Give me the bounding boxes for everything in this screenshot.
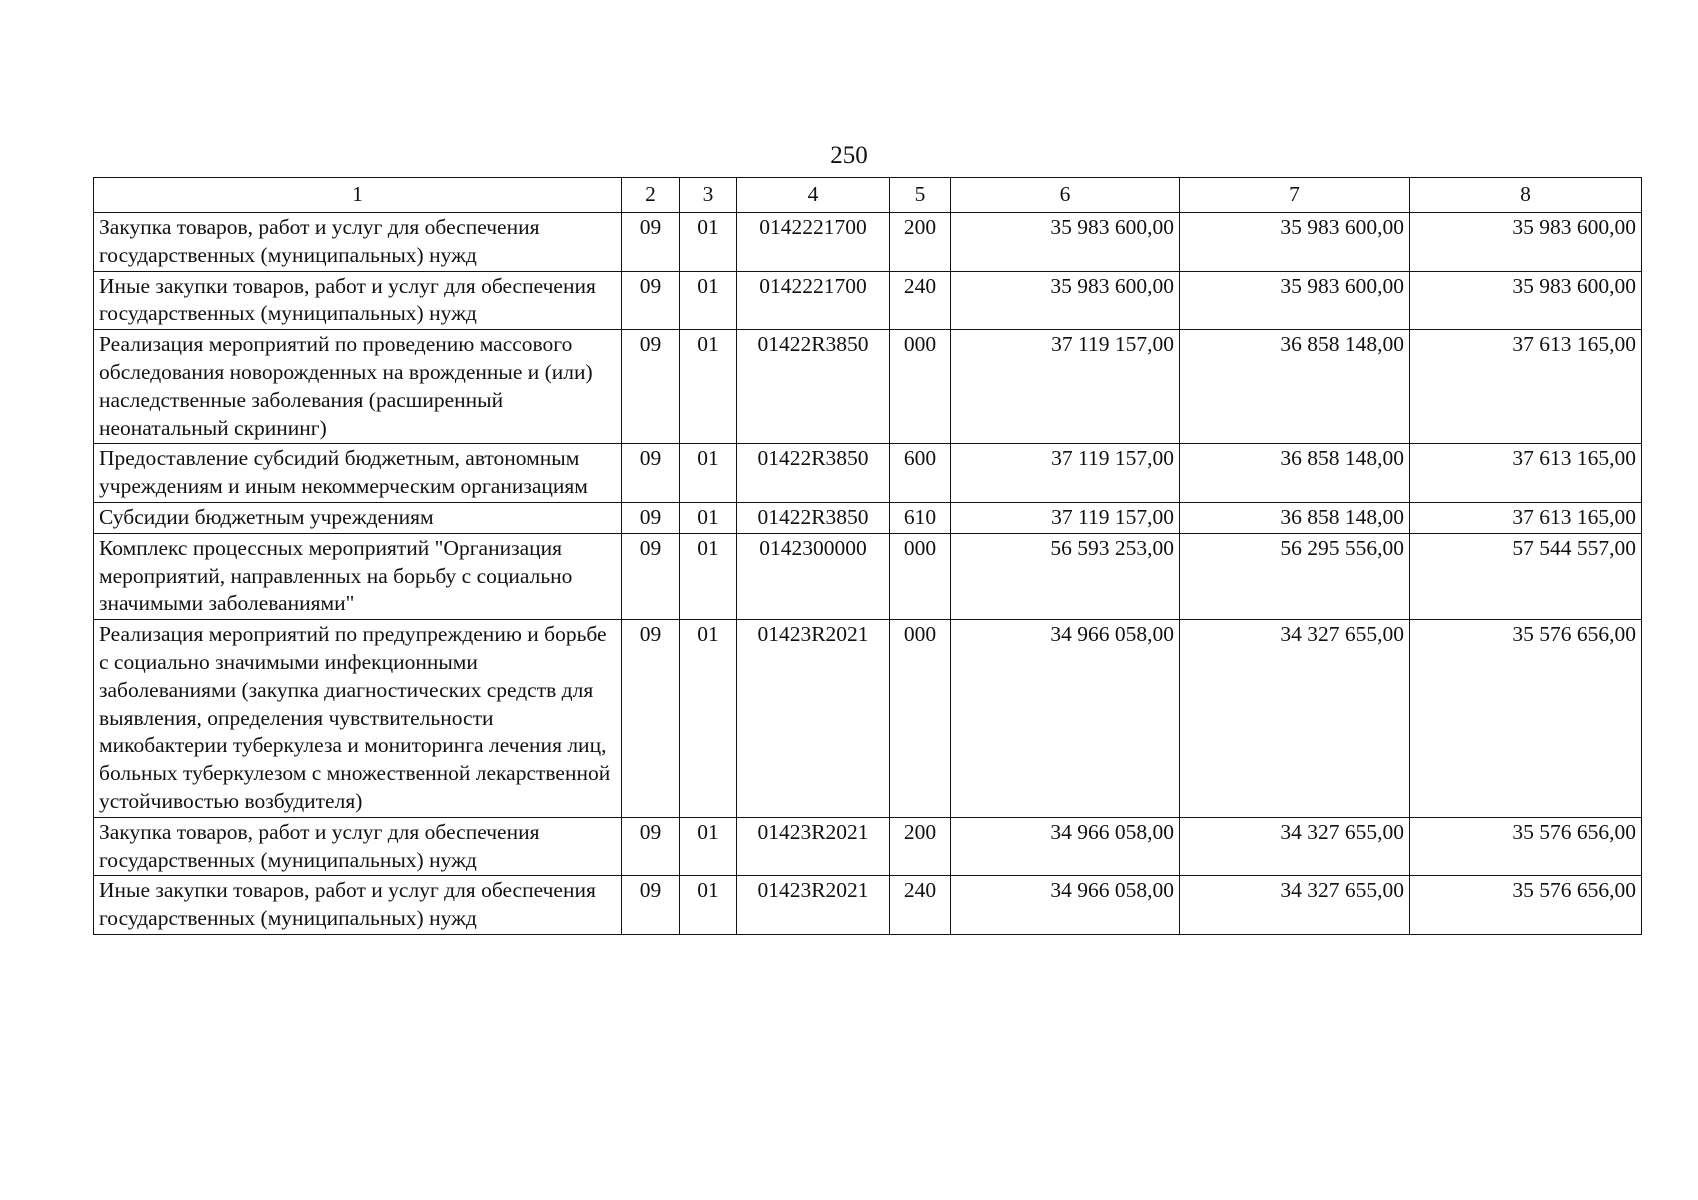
row-name: Иные закупки товаров, работ и услуг для обеспечения государственных (муниципальных) нужд — [94, 876, 622, 935]
row-name: Иные закупки товаров, работ и услуг для обеспечения государственных (муниципальных) нужд — [94, 271, 622, 330]
table-row — [94, 271, 1642, 330]
subsection-code: 01 — [680, 271, 737, 330]
column-header-1: 1 — [94, 178, 622, 213]
subsection-code: 01 — [680, 213, 737, 272]
subsection-code: 01 — [680, 620, 737, 818]
amount-col7: 35 983 600,00 — [1180, 213, 1410, 272]
column-header-7: 7 — [1180, 178, 1410, 213]
section-code: 09 — [622, 330, 680, 444]
amount-col7: 36 858 148,00 — [1180, 444, 1410, 503]
table-row — [94, 330, 1642, 444]
amount-col8: 35 576 656,00 — [1410, 817, 1642, 876]
target-article-code: 0142221700 — [737, 213, 890, 272]
target-article-code: 01423R2021 — [737, 876, 890, 935]
section-code: 09 — [622, 533, 680, 619]
target-article-code: 01422R3850 — [737, 502, 890, 533]
section-code: 09 — [622, 502, 680, 533]
amount-col7: 36 858 148,00 — [1180, 330, 1410, 444]
amount-col6: 37 119 157,00 — [951, 330, 1180, 444]
table-row — [94, 876, 1642, 935]
subsection-code: 01 — [680, 876, 737, 935]
table-row — [94, 502, 1642, 533]
expense-type-code: 200 — [890, 213, 951, 272]
section-code: 09 — [622, 876, 680, 935]
row-name: Закупка товаров, работ и услуг для обеспечения государственных (муниципальных) нужд — [94, 213, 622, 272]
subsection-code: 01 — [680, 330, 737, 444]
column-header-4: 4 — [737, 178, 890, 213]
row-name: Реализация мероприятий по предупреждению и борьбе с социально значимыми инфекционными заболеваниями (закупка диагностических средств для выявления, определения чувствительности микобактерии туберкулеза и мониторинга лечения лиц, больных туберкулезом с множественной лекарственной устойчивостью возбудителя) — [94, 620, 622, 818]
amount-col8: 37 613 165,00 — [1410, 330, 1642, 444]
amount-col8: 35 576 656,00 — [1410, 620, 1642, 818]
table-row — [94, 444, 1642, 503]
budget-table — [93, 177, 1642, 935]
page-number: 250 — [830, 142, 868, 169]
amount-col7: 35 983 600,00 — [1180, 271, 1410, 330]
target-article-code: 01423R2021 — [737, 620, 890, 818]
target-article-code: 01422R3850 — [737, 444, 890, 503]
expense-type-code: 240 — [890, 876, 951, 935]
amount-col7: 34 327 655,00 — [1180, 620, 1410, 818]
expense-type-code: 600 — [890, 444, 951, 503]
amount-col6: 34 966 058,00 — [951, 817, 1180, 876]
row-name: Предоставление субсидий бюджетным, автономным учреждениям и иным некоммерческим организациям — [94, 444, 622, 503]
amount-col6: 56 593 253,00 — [951, 533, 1180, 619]
amount-col6: 37 119 157,00 — [951, 502, 1180, 533]
subsection-code: 01 — [680, 502, 737, 533]
expense-type-code: 000 — [890, 620, 951, 818]
section-code: 09 — [622, 271, 680, 330]
amount-col7: 34 327 655,00 — [1180, 817, 1410, 876]
amount-col8: 35 576 656,00 — [1410, 876, 1642, 935]
table-row — [94, 817, 1642, 876]
amount-col6: 35 983 600,00 — [951, 213, 1180, 272]
column-header-8: 8 — [1410, 178, 1642, 213]
row-name: Реализация мероприятий по проведению массового обследования новорожденных на врожденные и (или) наследственные заболевания (расширенный неонатальный скрининг) — [94, 330, 622, 444]
expense-type-code: 200 — [890, 817, 951, 876]
amount-col8: 35 983 600,00 — [1410, 213, 1642, 272]
section-code: 09 — [622, 817, 680, 876]
section-code: 09 — [622, 620, 680, 818]
amount-col6: 35 983 600,00 — [951, 271, 1180, 330]
target-article-code: 0142300000 — [737, 533, 890, 619]
section-code: 09 — [622, 444, 680, 503]
subsection-code: 01 — [680, 444, 737, 503]
table-row — [94, 213, 1642, 272]
row-name: Субсидии бюджетным учреждениям — [94, 502, 622, 533]
table-row — [94, 620, 1642, 818]
amount-col6: 34 966 058,00 — [951, 876, 1180, 935]
amount-col6: 37 119 157,00 — [951, 444, 1180, 503]
table-row — [94, 533, 1642, 619]
section-code: 09 — [622, 213, 680, 272]
target-article-code: 0142221700 — [737, 271, 890, 330]
column-header-3: 3 — [680, 178, 737, 213]
subsection-code: 01 — [680, 533, 737, 619]
row-name: Комплекс процессных мероприятий "Организация мероприятий, направленных на борьбу с социально значимыми заболеваниями" — [94, 533, 622, 619]
amount-col6: 34 966 058,00 — [951, 620, 1180, 818]
amount-col7: 56 295 556,00 — [1180, 533, 1410, 619]
column-header-6: 6 — [951, 178, 1180, 213]
row-name: Закупка товаров, работ и услуг для обеспечения государственных (муниципальных) нужд — [94, 817, 622, 876]
expense-type-code: 000 — [890, 533, 951, 619]
amount-col8: 57 544 557,00 — [1410, 533, 1642, 619]
amount-col8: 37 613 165,00 — [1410, 444, 1642, 503]
header-row — [94, 178, 1642, 213]
target-article-code: 01422R3850 — [737, 330, 890, 444]
expense-type-code: 610 — [890, 502, 951, 533]
expense-type-code: 240 — [890, 271, 951, 330]
column-header-5: 5 — [890, 178, 951, 213]
amount-col8: 35 983 600,00 — [1410, 271, 1642, 330]
amount-col7: 34 327 655,00 — [1180, 876, 1410, 935]
column-header-2: 2 — [622, 178, 680, 213]
amount-col8: 37 613 165,00 — [1410, 502, 1642, 533]
subsection-code: 01 — [680, 817, 737, 876]
amount-col7: 36 858 148,00 — [1180, 502, 1410, 533]
expense-type-code: 000 — [890, 330, 951, 444]
target-article-code: 01423R2021 — [737, 817, 890, 876]
